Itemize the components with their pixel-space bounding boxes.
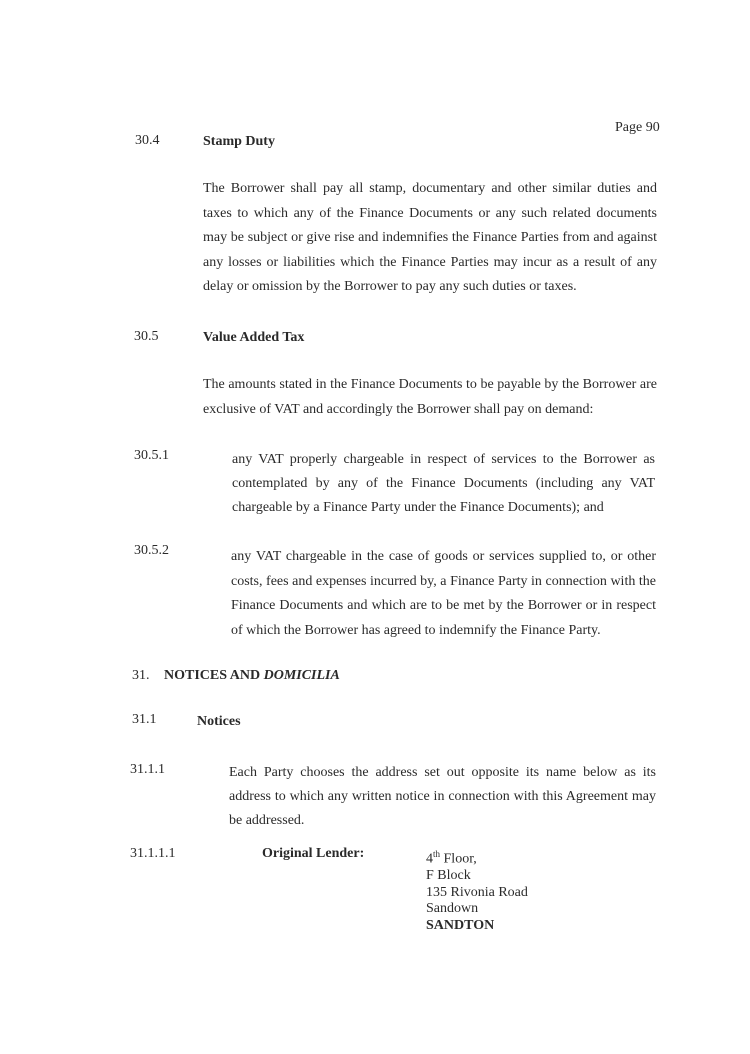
clause-number: 30.5 bbox=[134, 329, 159, 344]
floor-text: Floor, bbox=[440, 851, 477, 867]
clause-body: The amounts stated in the Finance Documents to be payable by the Borrower are exclusive of VAT and accordingly the Borrower shall pay on demand: bbox=[203, 377, 657, 417]
clause-number: 31.1.1 bbox=[130, 762, 165, 777]
address-line bbox=[426, 846, 528, 868]
clause-body: The Borrower shall pay all stamp, documentary and other similar duties and taxes to which any of the Finance Documents or any such related documents may be subject or give rise and indemnifies the Finance Parties from and against any losses or liabilities which the Finance Parties may incur as a result of any delay or omission by the Borrower to pay any such duties or taxes. bbox=[203, 181, 657, 294]
floor-number: 4 bbox=[426, 851, 433, 867]
clause-heading: Value Added Tax bbox=[203, 330, 305, 345]
floor-suffix: th bbox=[433, 849, 441, 859]
address-line: Sandown bbox=[426, 901, 479, 917]
clause-number: 31.1.1.1 bbox=[130, 846, 176, 861]
section-heading-text: NOTICES AND bbox=[164, 668, 264, 683]
clause-body: any VAT properly chargeable in respect of services to the Borrower as contemplated by any of the Finance Documents (including any VAT chargeable by a Finance Party under the Finance Documents); and bbox=[232, 452, 655, 515]
clause-number: 30.5.2 bbox=[134, 543, 169, 558]
address-city: SANDTON bbox=[426, 917, 495, 933]
clause-number: 31.1 bbox=[132, 712, 157, 727]
address-line: 135 Rivonia Road bbox=[426, 884, 528, 900]
section-heading-italic: DOMICILIA bbox=[263, 668, 340, 683]
section-heading bbox=[164, 668, 340, 684]
address-line: F Block bbox=[426, 868, 471, 884]
address-block bbox=[426, 846, 528, 934]
clause-body: any VAT chargeable in the case of goods or services supplied to, or other costs, fees and expenses incurred by, a Finance Party in connection with the Finance Documents and which are to be met by the Borrower or in respect of which the Borrower has agreed to indemnify the Finance Party. bbox=[231, 549, 656, 638]
clause-heading: Notices bbox=[197, 714, 241, 729]
clause-heading: Stamp Duty bbox=[203, 134, 275, 149]
clause-body: Each Party chooses the address set out opposite its name below as its address to which any written notice in connection with this Agreement may be addressed. bbox=[229, 765, 656, 828]
party-label: Original Lender: bbox=[262, 846, 365, 861]
section-number: 31. bbox=[132, 668, 150, 683]
clause-number: 30.4 bbox=[135, 133, 160, 148]
clause-number: 30.5.1 bbox=[134, 448, 169, 463]
page-number: Page 90 bbox=[615, 120, 660, 135]
